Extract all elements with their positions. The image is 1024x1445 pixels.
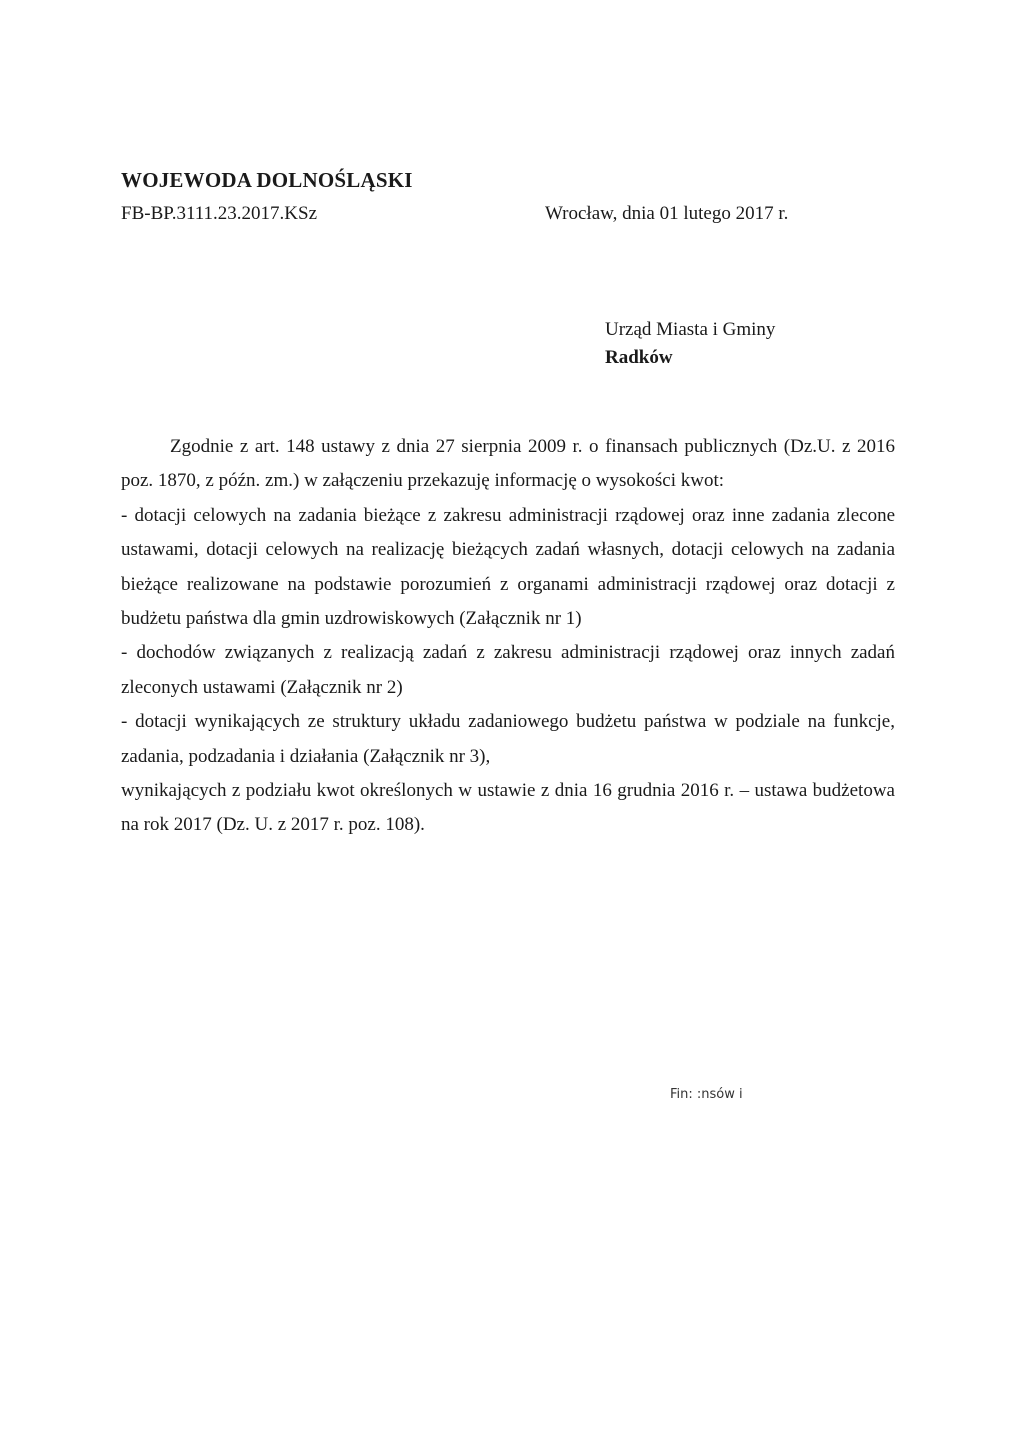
intro-paragraph: Zgodnie z art. 148 ustawy z dnia 27 sierpnia 2009 r. o finansach publicznych (Dz.U. z 2016 poz. 1870, z późn. zm.) w załączeniu przekazuję informację o wysokości kwot:: [121, 436, 895, 492]
recipient-office: Urząd Miasta i Gminy: [605, 319, 776, 340]
list-item-revenues: - dochodów związanych z realizacją zadań z zakresu administracji rządowej oraz innych zadań zleconych ustawami (Załącznik nr 2): [121, 642, 895, 698]
place-and-date: Wrocław, dnia 01 lutego 2017 r.: [545, 203, 789, 224]
faded-stamp-text: Fin: :nsów i: [670, 1087, 743, 1102]
list-item-subsidies: - dotacji celowych na zadania bieżące z zakresu administracji rządowej oraz inne zadania zlecone ustawami, dotacji celowych na realizację bieżących zadań własnych, dotacji celowych na zadania bieżące realizowane na podstawie porozumień z organami administracji rządowej oraz dotacji z budżetu państwa dla gmin uzdrowiskowych (Załącznik nr 1): [121, 504, 895, 630]
recipient-block: [605, 316, 775, 372]
case-reference: FB-BP.3111.23.2017.KSz: [121, 203, 318, 224]
list-item-task-budget: - dotacji wynikających ze struktury układu zadaniowego budżetu państwa w podziale na funkcje, zadania, podzadania i działania (Załącznik nr 3),: [121, 711, 895, 767]
letter-body: [121, 430, 895, 843]
closing-paragraph: wynikających z podziału kwot określonych w ustawie z dnia 16 grudnia 2016 r. – ustawa budżetowa na rok 2017 (Dz. U. z 2017 r. poz. 108).: [121, 780, 895, 836]
recipient-name: Radków: [605, 347, 673, 368]
issuing-authority: WOJEWODA DOLNOŚLĄSKI: [121, 168, 413, 192]
